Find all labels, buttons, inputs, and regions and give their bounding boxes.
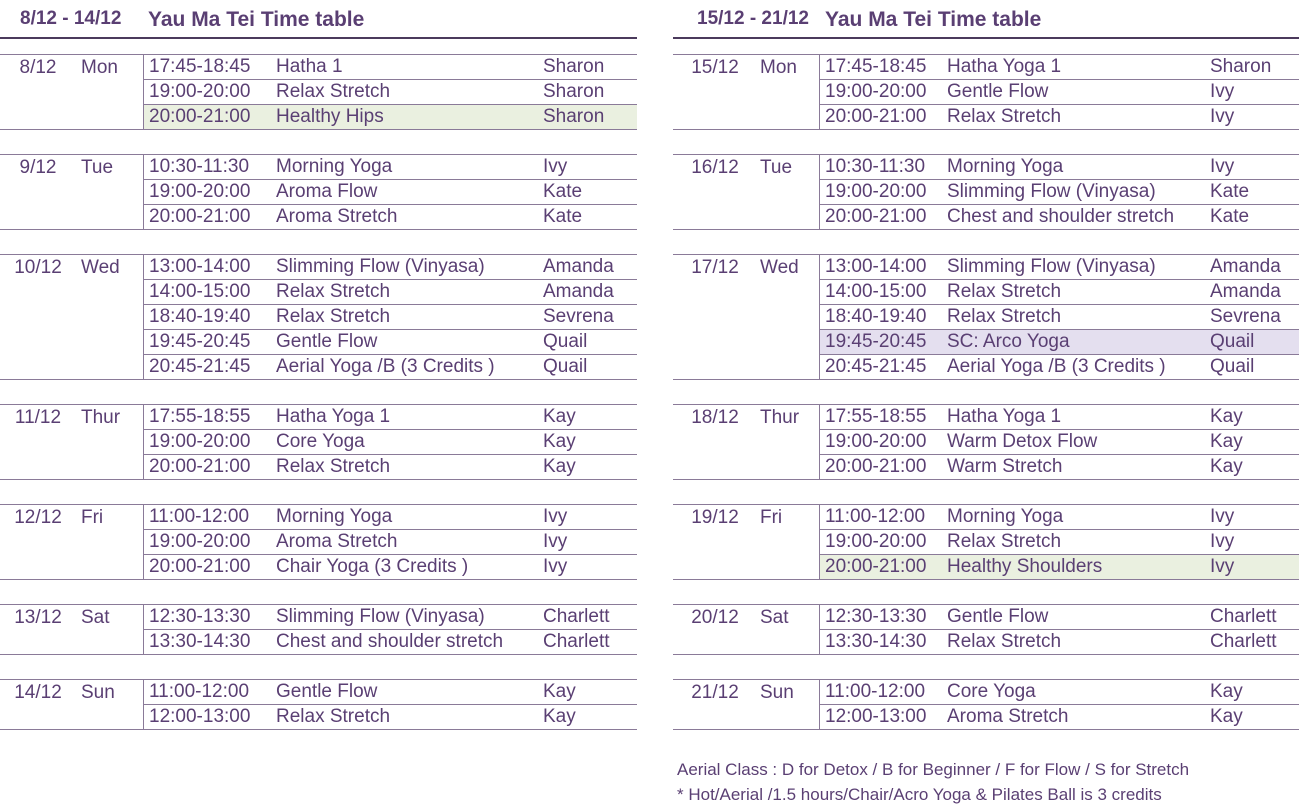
class-time: 20:45-21:45 xyxy=(825,356,927,377)
class-name: Aroma Flow xyxy=(276,181,378,202)
class-row xyxy=(820,304,1299,329)
class-instructor: Sevrena xyxy=(543,306,614,327)
timetable-title: Yau Ma Tei Time table xyxy=(148,8,365,31)
day-block xyxy=(673,154,1299,230)
class-time: 17:55-18:55 xyxy=(825,406,927,427)
class-name: Aroma Stretch xyxy=(276,206,398,227)
class-name: Slimming Flow (Vinyasa) xyxy=(276,256,485,277)
class-time: 19:00-20:00 xyxy=(825,431,927,452)
class-instructor: Sharon xyxy=(543,106,605,127)
class-time: 19:00-20:00 xyxy=(149,181,251,202)
class-name: Chest and shoulder stretch xyxy=(276,631,504,652)
class-row xyxy=(820,505,1299,529)
class-name: Gentle Flow xyxy=(276,331,378,352)
class-time: 20:00-21:00 xyxy=(825,456,927,477)
class-name: Relax Stretch xyxy=(276,81,391,102)
class-row xyxy=(820,354,1299,379)
class-row xyxy=(144,279,637,304)
day-block xyxy=(673,604,1299,655)
class-time: 11:00-12:00 xyxy=(825,681,926,702)
class-time: 17:45-18:45 xyxy=(825,56,927,77)
class-row xyxy=(144,429,637,454)
class-name: Core Yoga xyxy=(947,681,1036,702)
class-name: Hatha Yoga 1 xyxy=(947,406,1062,427)
class-name: Morning Yoga xyxy=(947,506,1064,527)
class-name: Warm Detox Flow xyxy=(947,431,1098,452)
class-time: 13:00-14:00 xyxy=(149,256,251,277)
class-row xyxy=(820,629,1299,654)
day-date: 11/12 xyxy=(14,407,62,428)
class-instructor: Charlett xyxy=(543,606,610,627)
class-row xyxy=(820,79,1299,104)
class-instructor: Kay xyxy=(1210,456,1243,477)
class-time: 19:00-20:00 xyxy=(149,81,251,102)
class-name: Core Yoga xyxy=(276,431,365,452)
day-block xyxy=(0,154,637,230)
class-row xyxy=(820,55,1299,79)
class-time: 19:00-20:00 xyxy=(825,181,927,202)
class-time: 18:40-19:40 xyxy=(149,306,251,327)
date-range: 8/12 - 14/12 xyxy=(20,8,122,29)
day-date: 9/12 xyxy=(19,157,57,178)
day-block xyxy=(0,404,637,480)
class-list xyxy=(143,405,637,479)
day-of-week: Sun xyxy=(760,682,794,703)
class-name: Relax Stretch xyxy=(276,706,391,727)
class-name: Gentle Flow xyxy=(276,681,378,702)
class-list xyxy=(819,680,1299,729)
aerial-class-note: Aerial Class : D for Detox / B for Beginner / F for Flow / S for Stretch xyxy=(677,760,1190,779)
class-name: Relax Stretch xyxy=(276,456,391,477)
class-row xyxy=(144,79,637,104)
day-date: 12/12 xyxy=(14,507,62,528)
class-instructor: Ivy xyxy=(1210,81,1235,102)
class-name: Gentle Flow xyxy=(947,81,1049,102)
class-row xyxy=(144,179,637,204)
class-time: 12:00-13:00 xyxy=(149,706,251,727)
class-time: 14:00-15:00 xyxy=(825,281,927,302)
class-name: Aroma Stretch xyxy=(276,531,398,552)
day-block xyxy=(673,504,1299,580)
class-row xyxy=(820,704,1299,729)
class-list xyxy=(819,505,1299,579)
day-of-week: Tue xyxy=(81,157,114,178)
class-name: Gentle Flow xyxy=(947,606,1049,627)
class-row xyxy=(820,179,1299,204)
class-name: Slimming Flow (Vinyasa) xyxy=(947,256,1156,277)
day-date: 17/12 xyxy=(691,257,739,278)
class-row xyxy=(820,554,1299,579)
class-row xyxy=(820,680,1299,704)
class-list xyxy=(143,255,637,379)
class-row xyxy=(144,155,637,179)
class-list xyxy=(819,155,1299,229)
day-of-week: Wed xyxy=(760,257,799,278)
class-instructor: Kay xyxy=(543,431,576,452)
class-row xyxy=(820,104,1299,129)
class-time: 11:00-12:00 xyxy=(825,506,926,527)
day-date: 18/12 xyxy=(691,407,739,428)
class-instructor: Quail xyxy=(1210,331,1255,352)
class-row xyxy=(820,279,1299,304)
day-of-week: Fri xyxy=(760,507,783,528)
class-list xyxy=(143,605,637,654)
class-time: 11:00-12:00 xyxy=(149,681,250,702)
class-instructor: Ivy xyxy=(1210,531,1235,552)
class-time: 20:00-21:00 xyxy=(149,206,251,227)
class-row xyxy=(144,329,637,354)
timetable-week-2 xyxy=(673,0,1299,727)
day-date: 21/12 xyxy=(691,682,739,703)
day-block xyxy=(0,679,637,730)
day-of-week: Fri xyxy=(81,507,104,528)
class-instructor: Sharon xyxy=(543,56,605,77)
class-name: Relax Stretch xyxy=(947,281,1062,302)
class-row xyxy=(820,605,1299,629)
class-name: SC: Arco Yoga xyxy=(947,331,1070,352)
timetable-week-1 xyxy=(0,0,637,727)
day-date: 13/12 xyxy=(14,607,62,628)
class-instructor: Ivy xyxy=(1210,556,1235,577)
class-time: 10:30-11:30 xyxy=(149,156,250,177)
class-list xyxy=(819,55,1299,129)
class-row xyxy=(820,329,1299,354)
class-name: Relax Stretch xyxy=(947,106,1062,127)
class-row xyxy=(144,104,637,129)
class-list xyxy=(143,680,637,729)
class-instructor: Amanda xyxy=(1210,256,1281,277)
class-instructor: Kay xyxy=(1210,431,1243,452)
class-name: Chest and shoulder stretch xyxy=(947,206,1175,227)
class-instructor: Kate xyxy=(1210,206,1250,227)
class-row xyxy=(144,529,637,554)
date-range: 15/12 - 21/12 xyxy=(697,8,809,29)
class-row xyxy=(820,529,1299,554)
class-time: 19:45-20:45 xyxy=(149,331,251,352)
class-time: 10:30-11:30 xyxy=(825,156,926,177)
class-time: 20:00-21:00 xyxy=(825,106,927,127)
class-time: 17:55-18:55 xyxy=(149,406,251,427)
class-instructor: Quail xyxy=(543,331,588,352)
class-name: Aroma Stretch xyxy=(947,706,1069,727)
class-name: Morning Yoga xyxy=(947,156,1064,177)
legend-notes xyxy=(677,757,1189,807)
class-time: 20:00-21:00 xyxy=(825,206,927,227)
class-name: Warm Stretch xyxy=(947,456,1063,477)
class-time: 14:00-15:00 xyxy=(149,281,251,302)
class-instructor: Ivy xyxy=(543,556,568,577)
class-name: Relax Stretch xyxy=(947,631,1062,652)
class-instructor: Kay xyxy=(1210,406,1243,427)
class-list xyxy=(819,255,1299,379)
class-instructor: Kay xyxy=(1210,681,1243,702)
day-block xyxy=(0,604,637,655)
class-time: 20:00-21:00 xyxy=(149,556,251,577)
class-instructor: Ivy xyxy=(543,506,568,527)
class-row xyxy=(820,405,1299,429)
class-row xyxy=(144,255,637,279)
day-block xyxy=(0,54,637,130)
day-of-week: Thur xyxy=(81,407,121,428)
class-row xyxy=(144,405,637,429)
class-row xyxy=(144,629,637,654)
class-time: 20:00-21:00 xyxy=(825,556,927,577)
day-of-week: Mon xyxy=(81,57,118,78)
class-instructor: Kay xyxy=(543,706,576,727)
class-name: Relax Stretch xyxy=(947,531,1062,552)
class-time: 13:00-14:00 xyxy=(825,256,927,277)
class-name: Hatha 1 xyxy=(276,56,343,77)
class-time: 19:00-20:00 xyxy=(825,81,927,102)
day-of-week: Mon xyxy=(760,57,797,78)
class-instructor: Sharon xyxy=(543,81,605,102)
class-time: 18:40-19:40 xyxy=(825,306,927,327)
class-instructor: Amanda xyxy=(543,281,614,302)
class-instructor: Charlett xyxy=(1210,631,1277,652)
class-time: 20:45-21:45 xyxy=(149,356,251,377)
class-instructor: Ivy xyxy=(1210,506,1235,527)
class-instructor: Kate xyxy=(543,206,583,227)
class-name: Aerial Yoga /B (3 Credits ) xyxy=(276,356,495,377)
class-name: Morning Yoga xyxy=(276,156,393,177)
day-block xyxy=(0,254,637,380)
class-row xyxy=(820,429,1299,454)
day-block xyxy=(673,54,1299,130)
class-list xyxy=(819,405,1299,479)
class-instructor: Quail xyxy=(1210,356,1255,377)
day-of-week: Wed xyxy=(81,257,120,278)
class-instructor: Quail xyxy=(543,356,588,377)
class-list xyxy=(143,505,637,579)
class-time: 19:00-20:00 xyxy=(149,431,251,452)
class-name: Healthy Hips xyxy=(276,106,384,127)
class-instructor: Ivy xyxy=(1210,156,1235,177)
class-time: 13:30-14:30 xyxy=(149,631,251,652)
class-instructor: Ivy xyxy=(543,156,568,177)
day-date: 15/12 xyxy=(691,57,739,78)
class-instructor: Kay xyxy=(543,456,576,477)
class-time: 19:00-20:00 xyxy=(825,531,927,552)
class-name: Chair Yoga (3 Credits ) xyxy=(276,556,469,577)
day-of-week: Sat xyxy=(760,607,789,628)
class-name: Slimming Flow (Vinyasa) xyxy=(276,606,485,627)
day-block xyxy=(673,404,1299,480)
class-list xyxy=(143,155,637,229)
day-date: 16/12 xyxy=(691,157,739,178)
class-time: 12:30-13:30 xyxy=(825,606,927,627)
class-instructor: Ivy xyxy=(1210,106,1235,127)
day-date: 14/12 xyxy=(14,682,62,703)
class-row xyxy=(144,304,637,329)
class-instructor: Sevrena xyxy=(1210,306,1281,327)
class-instructor: Amanda xyxy=(1210,281,1281,302)
class-row xyxy=(144,605,637,629)
day-of-week: Tue xyxy=(760,157,793,178)
class-list xyxy=(143,55,637,129)
class-instructor: Kay xyxy=(543,681,576,702)
class-name: Hatha Yoga 1 xyxy=(276,406,391,427)
class-time: 12:30-13:30 xyxy=(149,606,251,627)
class-name: Relax Stretch xyxy=(276,306,391,327)
credits-note: * Hot/Aerial /1.5 hours/Chair/Acro Yoga & Pilates Ball is 3 credits xyxy=(677,785,1162,804)
day-of-week: Sat xyxy=(81,607,110,628)
class-row xyxy=(820,255,1299,279)
timetable-header xyxy=(0,0,637,39)
class-name: Relax Stretch xyxy=(276,281,391,302)
class-time: 13:30-14:30 xyxy=(825,631,927,652)
class-instructor: Sharon xyxy=(1210,56,1272,77)
class-row xyxy=(144,354,637,379)
class-instructor: Charlett xyxy=(543,631,610,652)
day-date: 19/12 xyxy=(691,507,739,528)
day-date: 20/12 xyxy=(691,607,739,628)
class-time: 19:00-20:00 xyxy=(149,531,251,552)
class-time: 11:00-12:00 xyxy=(149,506,250,527)
class-instructor: Kay xyxy=(543,406,576,427)
day-date: 10/12 xyxy=(14,257,62,278)
class-row xyxy=(144,454,637,479)
timetable-header xyxy=(673,0,1299,39)
class-row xyxy=(820,155,1299,179)
day-of-week: Thur xyxy=(760,407,800,428)
class-time: 17:45-18:45 xyxy=(149,56,251,77)
class-row xyxy=(144,680,637,704)
class-name: Morning Yoga xyxy=(276,506,393,527)
class-name: Healthy Shoulders xyxy=(947,556,1103,577)
class-row xyxy=(820,204,1299,229)
class-time: 12:00-13:00 xyxy=(825,706,927,727)
day-date: 8/12 xyxy=(19,57,57,78)
class-name: Hatha Yoga 1 xyxy=(947,56,1062,77)
class-instructor: Kate xyxy=(1210,181,1250,202)
day-block xyxy=(673,254,1299,380)
day-block xyxy=(673,679,1299,730)
class-row xyxy=(144,554,637,579)
class-time: 20:00-21:00 xyxy=(149,456,251,477)
class-instructor: Ivy xyxy=(543,531,568,552)
timetable-title: Yau Ma Tei Time table xyxy=(825,8,1042,31)
class-row xyxy=(144,505,637,529)
day-of-week: Sun xyxy=(81,682,115,703)
class-name: Relax Stretch xyxy=(947,306,1062,327)
class-instructor: Kate xyxy=(543,181,583,202)
class-instructor: Amanda xyxy=(543,256,614,277)
class-row xyxy=(820,454,1299,479)
class-time: 20:00-21:00 xyxy=(149,106,251,127)
class-row xyxy=(144,704,637,729)
class-name: Aerial Yoga /B (3 Credits ) xyxy=(947,356,1166,377)
class-list xyxy=(819,605,1299,654)
class-row xyxy=(144,204,637,229)
class-time: 19:45-20:45 xyxy=(825,331,927,352)
class-row xyxy=(144,55,637,79)
class-instructor: Charlett xyxy=(1210,606,1277,627)
class-instructor: Kay xyxy=(1210,706,1243,727)
day-block xyxy=(0,504,637,580)
class-name: Slimming Flow (Vinyasa) xyxy=(947,181,1156,202)
